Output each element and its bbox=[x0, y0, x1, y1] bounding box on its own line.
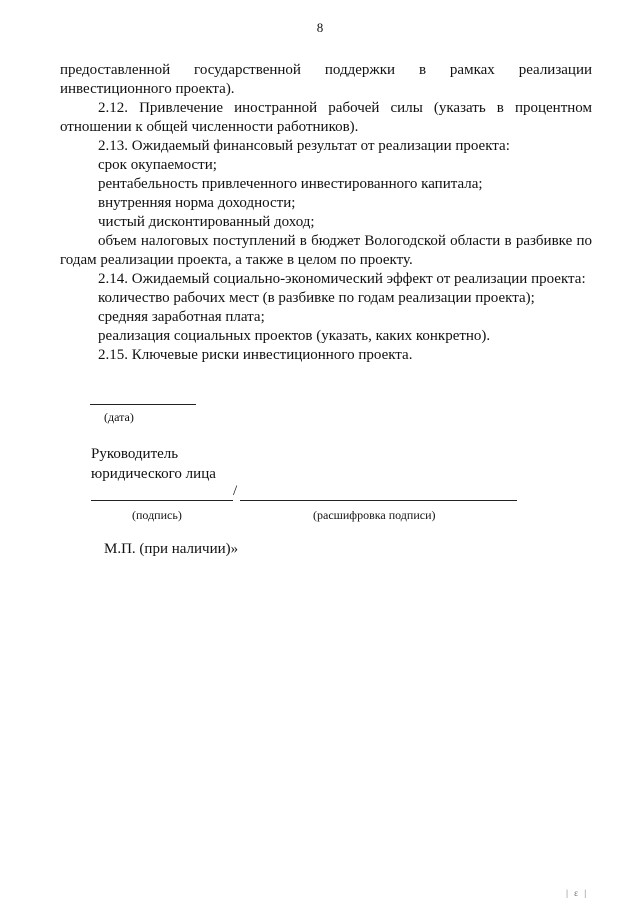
section-2-12-line: 2.12. Привлечение иностранной рабочей силы (указать в процентном bbox=[98, 100, 592, 116]
decoding-underline bbox=[240, 500, 517, 501]
signature-separator: / bbox=[233, 483, 238, 499]
date-label: (дата) bbox=[104, 410, 134, 424]
signatory-title: Руководитель bbox=[91, 446, 179, 462]
stamp-note: М.П. (при наличии)» bbox=[104, 541, 239, 557]
signature-label: (подпись) bbox=[132, 508, 182, 522]
page-number: 8 bbox=[316, 20, 324, 35]
list-item: объем налоговых поступлений в бюджет Вологодской области в разбивке по bbox=[98, 233, 592, 249]
list-item: средняя заработная плата; bbox=[98, 309, 265, 325]
document-body bbox=[60, 61, 592, 365]
date-underline bbox=[90, 404, 196, 405]
signature-underline bbox=[91, 500, 233, 501]
list-item: срок окупаемости; bbox=[98, 157, 217, 173]
paragraph-line: отношении к общей численности работников). bbox=[60, 119, 359, 135]
section-2-15-heading: 2.15. Ключевые риски инвестиционного проекта. bbox=[98, 347, 413, 363]
section-2-13-heading: 2.13. Ожидаемый финансовый результат от реализации проекта: bbox=[98, 138, 510, 154]
section-2-14-heading: 2.14. Ожидаемый социально-экономический эффект от реализации проекта: bbox=[98, 271, 586, 287]
list-item: чистый дисконтированный доход; bbox=[98, 214, 315, 230]
decoding-label: (расшифровка подписи) bbox=[313, 508, 436, 522]
paragraph-line: инвестиционного проекта). bbox=[60, 81, 235, 97]
list-item: количество рабочих мест (в разбивке по годам реализации проекта); bbox=[98, 290, 535, 306]
paragraph-line: предоставленной государственной поддержки в рамках реализации bbox=[60, 62, 592, 78]
corner-mark: | ε | bbox=[566, 888, 588, 898]
signatory-title: юридического лица bbox=[91, 466, 216, 482]
list-item: внутренняя норма доходности; bbox=[98, 195, 296, 211]
paragraph-line: годам реализации проекта, а также в целом по проекту. bbox=[60, 252, 413, 268]
list-item: реализация социальных проектов (указать, каких конкретно). bbox=[98, 328, 491, 344]
list-item: рентабельность привлеченного инвестированного капитала; bbox=[98, 176, 483, 192]
